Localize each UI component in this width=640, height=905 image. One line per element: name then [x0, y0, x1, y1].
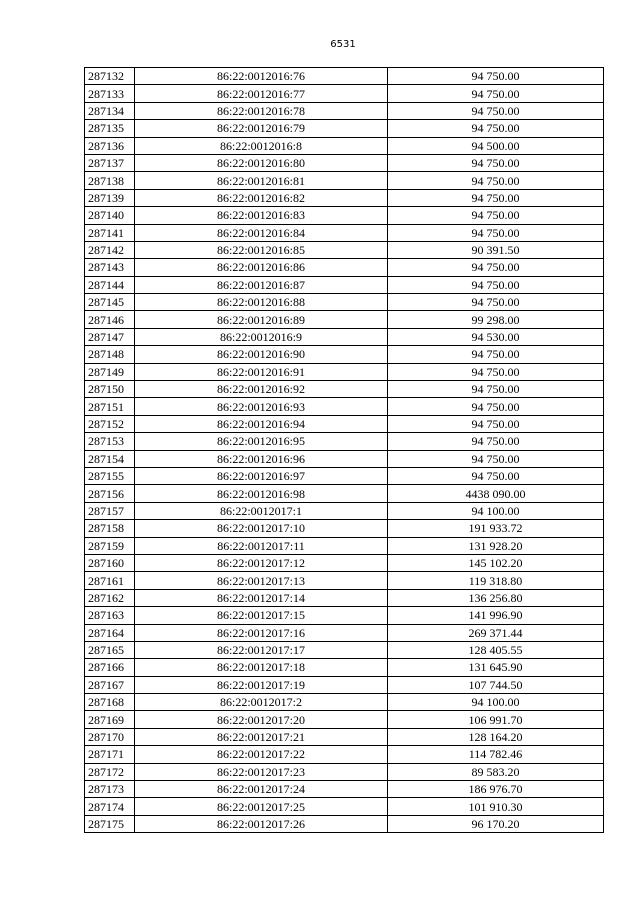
table-row — [85, 120, 604, 137]
table-row — [85, 311, 604, 328]
table-row — [85, 259, 604, 276]
row-id-cell: 287163 — [85, 607, 135, 624]
row-id-cell: 287175 — [85, 815, 135, 832]
table-row — [85, 346, 604, 363]
value-cell: 131 928.20 — [388, 537, 604, 554]
row-id-cell: 287167 — [85, 676, 135, 693]
row-id-cell: 287160 — [85, 554, 135, 571]
table-row — [85, 294, 604, 311]
table-row — [85, 398, 604, 415]
row-id-cell: 287159 — [85, 537, 135, 554]
row-id-cell: 287150 — [85, 381, 135, 398]
cadastral-number-cell: 86:22:0012016:91 — [135, 363, 388, 380]
value-cell: 269 371.44 — [388, 624, 604, 641]
value-cell: 89 583.20 — [388, 763, 604, 780]
table-row — [85, 520, 604, 537]
cadastral-number-cell: 86:22:0012016:8 — [135, 137, 388, 154]
row-id-cell: 287135 — [85, 120, 135, 137]
table-row — [85, 363, 604, 380]
table-row — [85, 641, 604, 658]
cadastral-number-cell: 86:22:0012016:80 — [135, 154, 388, 171]
table-row — [85, 815, 604, 832]
cadastral-number-cell: 86:22:0012017:26 — [135, 815, 388, 832]
table-row — [85, 694, 604, 711]
row-id-cell: 287174 — [85, 798, 135, 815]
row-id-cell: 287147 — [85, 328, 135, 345]
value-cell: 191 933.72 — [388, 520, 604, 537]
cadastral-number-cell: 86:22:0012017:12 — [135, 554, 388, 571]
cadastral-number-cell: 86:22:0012016:87 — [135, 276, 388, 293]
cadastral-number-cell: 86:22:0012017:16 — [135, 624, 388, 641]
row-id-cell: 287139 — [85, 189, 135, 206]
value-cell: 107 744.50 — [388, 676, 604, 693]
row-id-cell: 287136 — [85, 137, 135, 154]
cadastral-number-cell: 86:22:0012017:1 — [135, 502, 388, 519]
cadastral-number-cell: 86:22:0012016:82 — [135, 189, 388, 206]
value-cell: 94 750.00 — [388, 68, 604, 85]
cadastral-value-table — [84, 67, 604, 833]
row-id-cell: 287138 — [85, 172, 135, 189]
table-row — [85, 607, 604, 624]
cadastral-number-cell: 86:22:0012016:88 — [135, 294, 388, 311]
value-cell: 131 645.90 — [388, 659, 604, 676]
cadastral-number-cell: 86:22:0012017:11 — [135, 537, 388, 554]
value-cell: 128 164.20 — [388, 728, 604, 745]
row-id-cell: 287137 — [85, 154, 135, 171]
cadastral-number-cell: 86:22:0012016:96 — [135, 450, 388, 467]
cadastral-number-cell: 86:22:0012017:10 — [135, 520, 388, 537]
row-id-cell: 287152 — [85, 415, 135, 432]
cadastral-number-cell: 86:22:0012016:90 — [135, 346, 388, 363]
table-row — [85, 711, 604, 728]
row-id-cell: 287154 — [85, 450, 135, 467]
table-row — [85, 485, 604, 502]
value-cell: 96 170.20 — [388, 815, 604, 832]
value-cell: 99 298.00 — [388, 311, 604, 328]
cadastral-number-cell: 86:22:0012016:81 — [135, 172, 388, 189]
table-row — [85, 763, 604, 780]
cadastral-number-cell: 86:22:0012016:93 — [135, 398, 388, 415]
table-row — [85, 381, 604, 398]
row-id-cell: 287132 — [85, 68, 135, 85]
row-id-cell: 287170 — [85, 728, 135, 745]
value-cell: 4438 090.00 — [388, 485, 604, 502]
cadastral-number-cell: 86:22:0012016:86 — [135, 259, 388, 276]
table-row — [85, 102, 604, 119]
row-id-cell: 287165 — [85, 641, 135, 658]
table-row — [85, 224, 604, 241]
cadastral-number-cell: 86:22:0012016:83 — [135, 207, 388, 224]
value-cell: 94 750.00 — [388, 415, 604, 432]
cadastral-number-cell: 86:22:0012017:22 — [135, 746, 388, 763]
value-cell: 145 102.20 — [388, 554, 604, 571]
row-id-cell: 287153 — [85, 433, 135, 450]
value-cell: 94 530.00 — [388, 328, 604, 345]
table-row — [85, 241, 604, 258]
table-row — [85, 189, 604, 206]
cadastral-number-cell: 86:22:0012016:94 — [135, 415, 388, 432]
table-row — [85, 172, 604, 189]
row-id-cell: 287140 — [85, 207, 135, 224]
value-cell: 90 391.50 — [388, 241, 604, 258]
value-cell: 94 750.00 — [388, 172, 604, 189]
value-cell: 94 750.00 — [388, 120, 604, 137]
table-row — [85, 572, 604, 589]
row-id-cell: 287143 — [85, 259, 135, 276]
table-row — [85, 659, 604, 676]
row-id-cell: 287162 — [85, 589, 135, 606]
cadastral-number-cell: 86:22:0012017:17 — [135, 641, 388, 658]
row-id-cell: 287169 — [85, 711, 135, 728]
table-row — [85, 467, 604, 484]
value-cell: 94 750.00 — [388, 189, 604, 206]
row-id-cell: 287149 — [85, 363, 135, 380]
table-row — [85, 554, 604, 571]
cadastral-number-cell: 86:22:0012016:77 — [135, 85, 388, 102]
cadastral-number-cell: 86:22:0012016:98 — [135, 485, 388, 502]
row-id-cell: 287134 — [85, 102, 135, 119]
table-row — [85, 624, 604, 641]
cadastral-number-cell: 86:22:0012016:85 — [135, 241, 388, 258]
table-row — [85, 746, 604, 763]
row-id-cell: 287144 — [85, 276, 135, 293]
cadastral-number-cell: 86:22:0012016:78 — [135, 102, 388, 119]
row-id-cell: 287157 — [85, 502, 135, 519]
table-row — [85, 450, 604, 467]
cadastral-number-cell: 86:22:0012017:23 — [135, 763, 388, 780]
value-cell: 94 750.00 — [388, 294, 604, 311]
table-body — [85, 68, 604, 833]
value-cell: 94 100.00 — [388, 502, 604, 519]
value-cell: 94 750.00 — [388, 450, 604, 467]
value-cell: 94 500.00 — [388, 137, 604, 154]
value-cell: 94 750.00 — [388, 467, 604, 484]
value-cell: 94 100.00 — [388, 694, 604, 711]
value-cell: 94 750.00 — [388, 85, 604, 102]
table-row — [85, 676, 604, 693]
cadastral-number-cell: 86:22:0012017:2 — [135, 694, 388, 711]
value-cell: 94 750.00 — [388, 276, 604, 293]
table-row — [85, 589, 604, 606]
cadastral-number-cell: 86:22:0012016:95 — [135, 433, 388, 450]
cadastral-number-cell: 86:22:0012017:19 — [135, 676, 388, 693]
value-cell: 119 318.80 — [388, 572, 604, 589]
row-id-cell: 287173 — [85, 781, 135, 798]
cadastral-number-cell: 86:22:0012016:84 — [135, 224, 388, 241]
table-row — [85, 433, 604, 450]
page-number: 6531 — [330, 39, 356, 50]
cadastral-number-cell: 86:22:0012017:21 — [135, 728, 388, 745]
table-row — [85, 154, 604, 171]
row-id-cell: 287161 — [85, 572, 135, 589]
cadastral-number-cell: 86:22:0012016:92 — [135, 381, 388, 398]
row-id-cell: 287133 — [85, 85, 135, 102]
value-cell: 94 750.00 — [388, 381, 604, 398]
row-id-cell: 287171 — [85, 746, 135, 763]
cadastral-number-cell: 86:22:0012016:79 — [135, 120, 388, 137]
value-cell: 94 750.00 — [388, 398, 604, 415]
value-cell: 94 750.00 — [388, 224, 604, 241]
cadastral-number-cell: 86:22:0012017:13 — [135, 572, 388, 589]
table-row — [85, 502, 604, 519]
value-cell: 94 750.00 — [388, 154, 604, 171]
table-row — [85, 415, 604, 432]
row-id-cell: 287145 — [85, 294, 135, 311]
table-row — [85, 537, 604, 554]
table-row — [85, 781, 604, 798]
value-cell: 141 996.90 — [388, 607, 604, 624]
row-id-cell: 287142 — [85, 241, 135, 258]
value-cell: 186 976.70 — [388, 781, 604, 798]
value-cell: 106 991.70 — [388, 711, 604, 728]
cadastral-number-cell: 86:22:0012017:20 — [135, 711, 388, 728]
cadastral-number-cell: 86:22:0012017:14 — [135, 589, 388, 606]
table-row — [85, 328, 604, 345]
row-id-cell: 287151 — [85, 398, 135, 415]
table-row — [85, 68, 604, 85]
cadastral-number-cell: 86:22:0012017:24 — [135, 781, 388, 798]
value-cell: 114 782.46 — [388, 746, 604, 763]
value-cell: 94 750.00 — [388, 363, 604, 380]
row-id-cell: 287166 — [85, 659, 135, 676]
row-id-cell: 287172 — [85, 763, 135, 780]
row-id-cell: 287146 — [85, 311, 135, 328]
row-id-cell: 287158 — [85, 520, 135, 537]
value-cell: 136 256.80 — [388, 589, 604, 606]
value-cell: 94 750.00 — [388, 102, 604, 119]
value-cell: 94 750.00 — [388, 259, 604, 276]
cadastral-number-cell: 86:22:0012017:18 — [135, 659, 388, 676]
cadastral-number-cell: 86:22:0012017:15 — [135, 607, 388, 624]
value-cell: 101 910.30 — [388, 798, 604, 815]
value-cell: 128 405.55 — [388, 641, 604, 658]
row-id-cell: 287156 — [85, 485, 135, 502]
row-id-cell: 287141 — [85, 224, 135, 241]
value-cell: 94 750.00 — [388, 433, 604, 450]
table-row — [85, 728, 604, 745]
row-id-cell: 287168 — [85, 694, 135, 711]
table-row — [85, 85, 604, 102]
table-row — [85, 276, 604, 293]
cadastral-number-cell: 86:22:0012016:97 — [135, 467, 388, 484]
cadastral-number-cell: 86:22:0012017:25 — [135, 798, 388, 815]
cadastral-number-cell: 86:22:0012016:89 — [135, 311, 388, 328]
table-row — [85, 137, 604, 154]
row-id-cell: 287164 — [85, 624, 135, 641]
cadastral-number-cell: 86:22:0012016:9 — [135, 328, 388, 345]
table-row — [85, 798, 604, 815]
row-id-cell: 287155 — [85, 467, 135, 484]
cadastral-number-cell: 86:22:0012016:76 — [135, 68, 388, 85]
table-row — [85, 207, 604, 224]
value-cell: 94 750.00 — [388, 346, 604, 363]
value-cell: 94 750.00 — [388, 207, 604, 224]
row-id-cell: 287148 — [85, 346, 135, 363]
